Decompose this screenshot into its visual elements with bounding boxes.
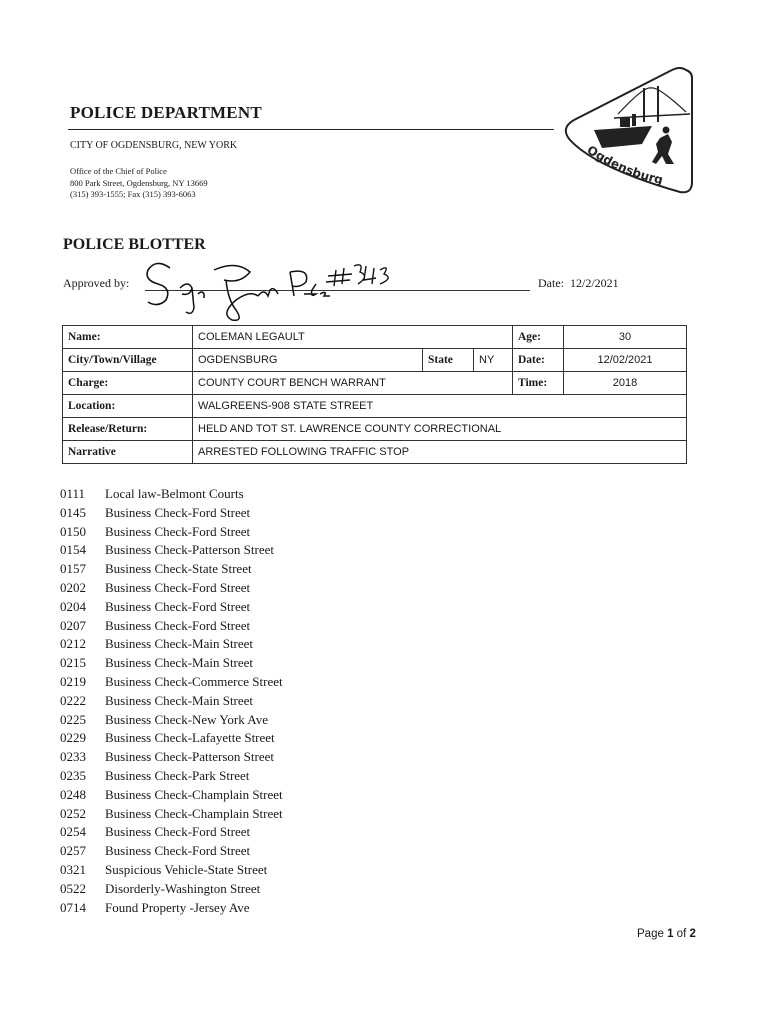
entry-description: Business Check-Patterson Street bbox=[105, 542, 274, 558]
list-item bbox=[60, 729, 283, 748]
narrative-value: ARRESTED FOLLOWING TRAFFIC STOP bbox=[193, 441, 687, 464]
page-of: of bbox=[676, 928, 687, 940]
entry-description: Business Check-Champlain Street bbox=[105, 786, 283, 802]
charge-value: COUNTY COURT BENCH WARRANT bbox=[193, 372, 513, 395]
entry-time: 0229 bbox=[60, 730, 86, 746]
list-item bbox=[60, 842, 283, 861]
entry-time: 0522 bbox=[60, 880, 86, 896]
blotter-entries bbox=[60, 485, 283, 917]
location-value: WALGREENS-908 STATE STREET bbox=[193, 395, 687, 418]
date-label: Date: bbox=[513, 349, 564, 372]
entry-description: Business Check-Champlain Street bbox=[105, 805, 283, 821]
entry-description: Local law-Belmont Courts bbox=[105, 486, 244, 501]
entry-description: Business Check-Ford Street bbox=[105, 504, 251, 520]
entry-description: Business Check-New York Ave bbox=[105, 711, 268, 727]
entry-time: 0321 bbox=[60, 861, 86, 877]
list-item bbox=[60, 861, 283, 880]
name-value: COLEMAN LEGAULT bbox=[193, 326, 513, 349]
entry-description: Business Check-Ford Street bbox=[105, 843, 251, 859]
list-item bbox=[60, 635, 283, 654]
entry-time: 0257 bbox=[60, 843, 86, 859]
list-item bbox=[60, 598, 283, 617]
state-value: NY bbox=[474, 349, 513, 372]
charge-label: Charge: bbox=[63, 372, 193, 395]
entry-time: 0111 bbox=[60, 486, 86, 501]
entry-time: 0157 bbox=[60, 561, 86, 577]
city-name: CITY OF OGDENSBURG, NEW YORK bbox=[70, 140, 238, 151]
record-row bbox=[63, 418, 687, 441]
entry-description: Suspicious Vehicle-State Street bbox=[105, 861, 268, 877]
entry-description: Business Check-Ford Street bbox=[105, 579, 251, 595]
entry-time: 0150 bbox=[60, 523, 86, 539]
entry-time: 0215 bbox=[60, 655, 86, 671]
entry-time: 0254 bbox=[60, 824, 86, 840]
entry-description: Business Check-Ford Street bbox=[105, 617, 251, 633]
state-label: State bbox=[423, 349, 474, 372]
entry-description: Business Check-Main Street bbox=[105, 655, 254, 671]
list-item bbox=[60, 692, 283, 711]
list-item bbox=[60, 485, 283, 504]
approved-by-label: Approved by: bbox=[63, 276, 130, 290]
list-item bbox=[60, 823, 283, 842]
city-value: OGDENSBURG bbox=[193, 349, 423, 372]
office-line: 800 Park Street, Ogdensburg, NY 13669 bbox=[70, 177, 208, 188]
entry-description: Business Check-Commerce Street bbox=[105, 673, 283, 689]
entry-time: 0207 bbox=[60, 617, 86, 633]
age-label: Age: bbox=[513, 326, 564, 349]
list-item bbox=[60, 523, 283, 542]
list-item bbox=[60, 617, 283, 636]
entry-time: 0204 bbox=[60, 598, 86, 614]
age-value: 30 bbox=[564, 326, 687, 349]
list-item bbox=[60, 899, 283, 918]
entry-time: 0202 bbox=[60, 579, 86, 595]
list-item bbox=[60, 748, 283, 767]
narrative-label: Narrative bbox=[63, 441, 193, 464]
list-item bbox=[60, 541, 283, 560]
location-label: Location: bbox=[63, 395, 193, 418]
record-row bbox=[63, 326, 687, 349]
header-divider bbox=[68, 129, 554, 130]
entry-description: Business Check-Lafayette Street bbox=[105, 730, 275, 746]
city-logo bbox=[556, 64, 696, 200]
blotter-title: POLICE BLOTTER bbox=[63, 236, 206, 253]
list-item bbox=[60, 654, 283, 673]
entry-time: 0154 bbox=[60, 542, 86, 558]
time-value: 2018 bbox=[564, 372, 687, 395]
approver-signature bbox=[140, 250, 400, 322]
record-row bbox=[63, 349, 687, 372]
entry-description: Business Check-Ford Street bbox=[105, 824, 251, 840]
entry-time: 0225 bbox=[60, 711, 86, 727]
entry-description: Business Check-Main Street bbox=[105, 692, 254, 708]
city-label: City/Town/Village bbox=[63, 349, 193, 372]
record-row bbox=[63, 441, 687, 464]
page-current: 1 bbox=[667, 928, 674, 940]
office-line: (315) 393-1555; Fax (315) 393-6063 bbox=[70, 189, 196, 199]
entry-description: Business Check-Ford Street bbox=[105, 523, 251, 539]
record-row bbox=[63, 395, 687, 418]
list-item bbox=[60, 767, 283, 786]
entry-description: Business Check-Ford Street bbox=[105, 598, 251, 614]
page-word: Page bbox=[637, 928, 664, 940]
entry-description: Disorderly-Washington Street bbox=[105, 880, 261, 896]
list-item bbox=[60, 786, 283, 805]
logo-text: Ogdensburg bbox=[584, 142, 665, 187]
entry-time: 0714 bbox=[60, 899, 86, 915]
list-item bbox=[60, 504, 283, 523]
time-label: Time: bbox=[513, 372, 564, 395]
blotter-date bbox=[538, 276, 619, 291]
entry-time: 0145 bbox=[60, 504, 86, 520]
release-value: HELD AND TOT ST. LAWRENCE COUNTY CORRECTIONAL bbox=[193, 418, 687, 441]
entry-description: Business Check-Main Street bbox=[105, 636, 254, 652]
page-total: 2 bbox=[689, 928, 696, 940]
blotter-date-value: 12/2/2021 bbox=[570, 276, 619, 290]
department-title: POLICE DEPARTMENT bbox=[70, 103, 262, 122]
entry-time: 0252 bbox=[60, 805, 86, 821]
page-number bbox=[637, 928, 696, 940]
list-item bbox=[60, 673, 283, 692]
entry-time: 0235 bbox=[60, 767, 86, 783]
entry-description: Business Check-State Street bbox=[105, 561, 252, 577]
arrest-record-table bbox=[62, 325, 687, 464]
list-item bbox=[60, 805, 283, 824]
entry-time: 0219 bbox=[60, 673, 86, 689]
office-address bbox=[70, 166, 208, 201]
entry-description: Business Check-Park Street bbox=[105, 767, 250, 783]
blotter-date-label: Date: bbox=[538, 276, 564, 290]
entry-time: 0222 bbox=[60, 692, 86, 708]
entry-time: 0248 bbox=[60, 786, 86, 802]
release-label: Release/Return: bbox=[63, 418, 193, 441]
entry-time: 0212 bbox=[60, 636, 86, 652]
entry-description: Business Check-Patterson Street bbox=[105, 749, 274, 765]
list-item bbox=[60, 560, 283, 579]
record-row bbox=[63, 372, 687, 395]
list-item bbox=[60, 711, 283, 730]
office-line: Office of the Chief of Police bbox=[70, 166, 167, 176]
list-item bbox=[60, 579, 283, 598]
list-item bbox=[60, 880, 283, 899]
entry-time: 0233 bbox=[60, 749, 86, 765]
entry-description: Found Property -Jersey Ave bbox=[105, 899, 250, 915]
svg-text:Ogdensburg bbox=[585, 143, 665, 187]
name-label: Name: bbox=[63, 326, 193, 349]
date-value: 12/02/2021 bbox=[564, 349, 687, 372]
